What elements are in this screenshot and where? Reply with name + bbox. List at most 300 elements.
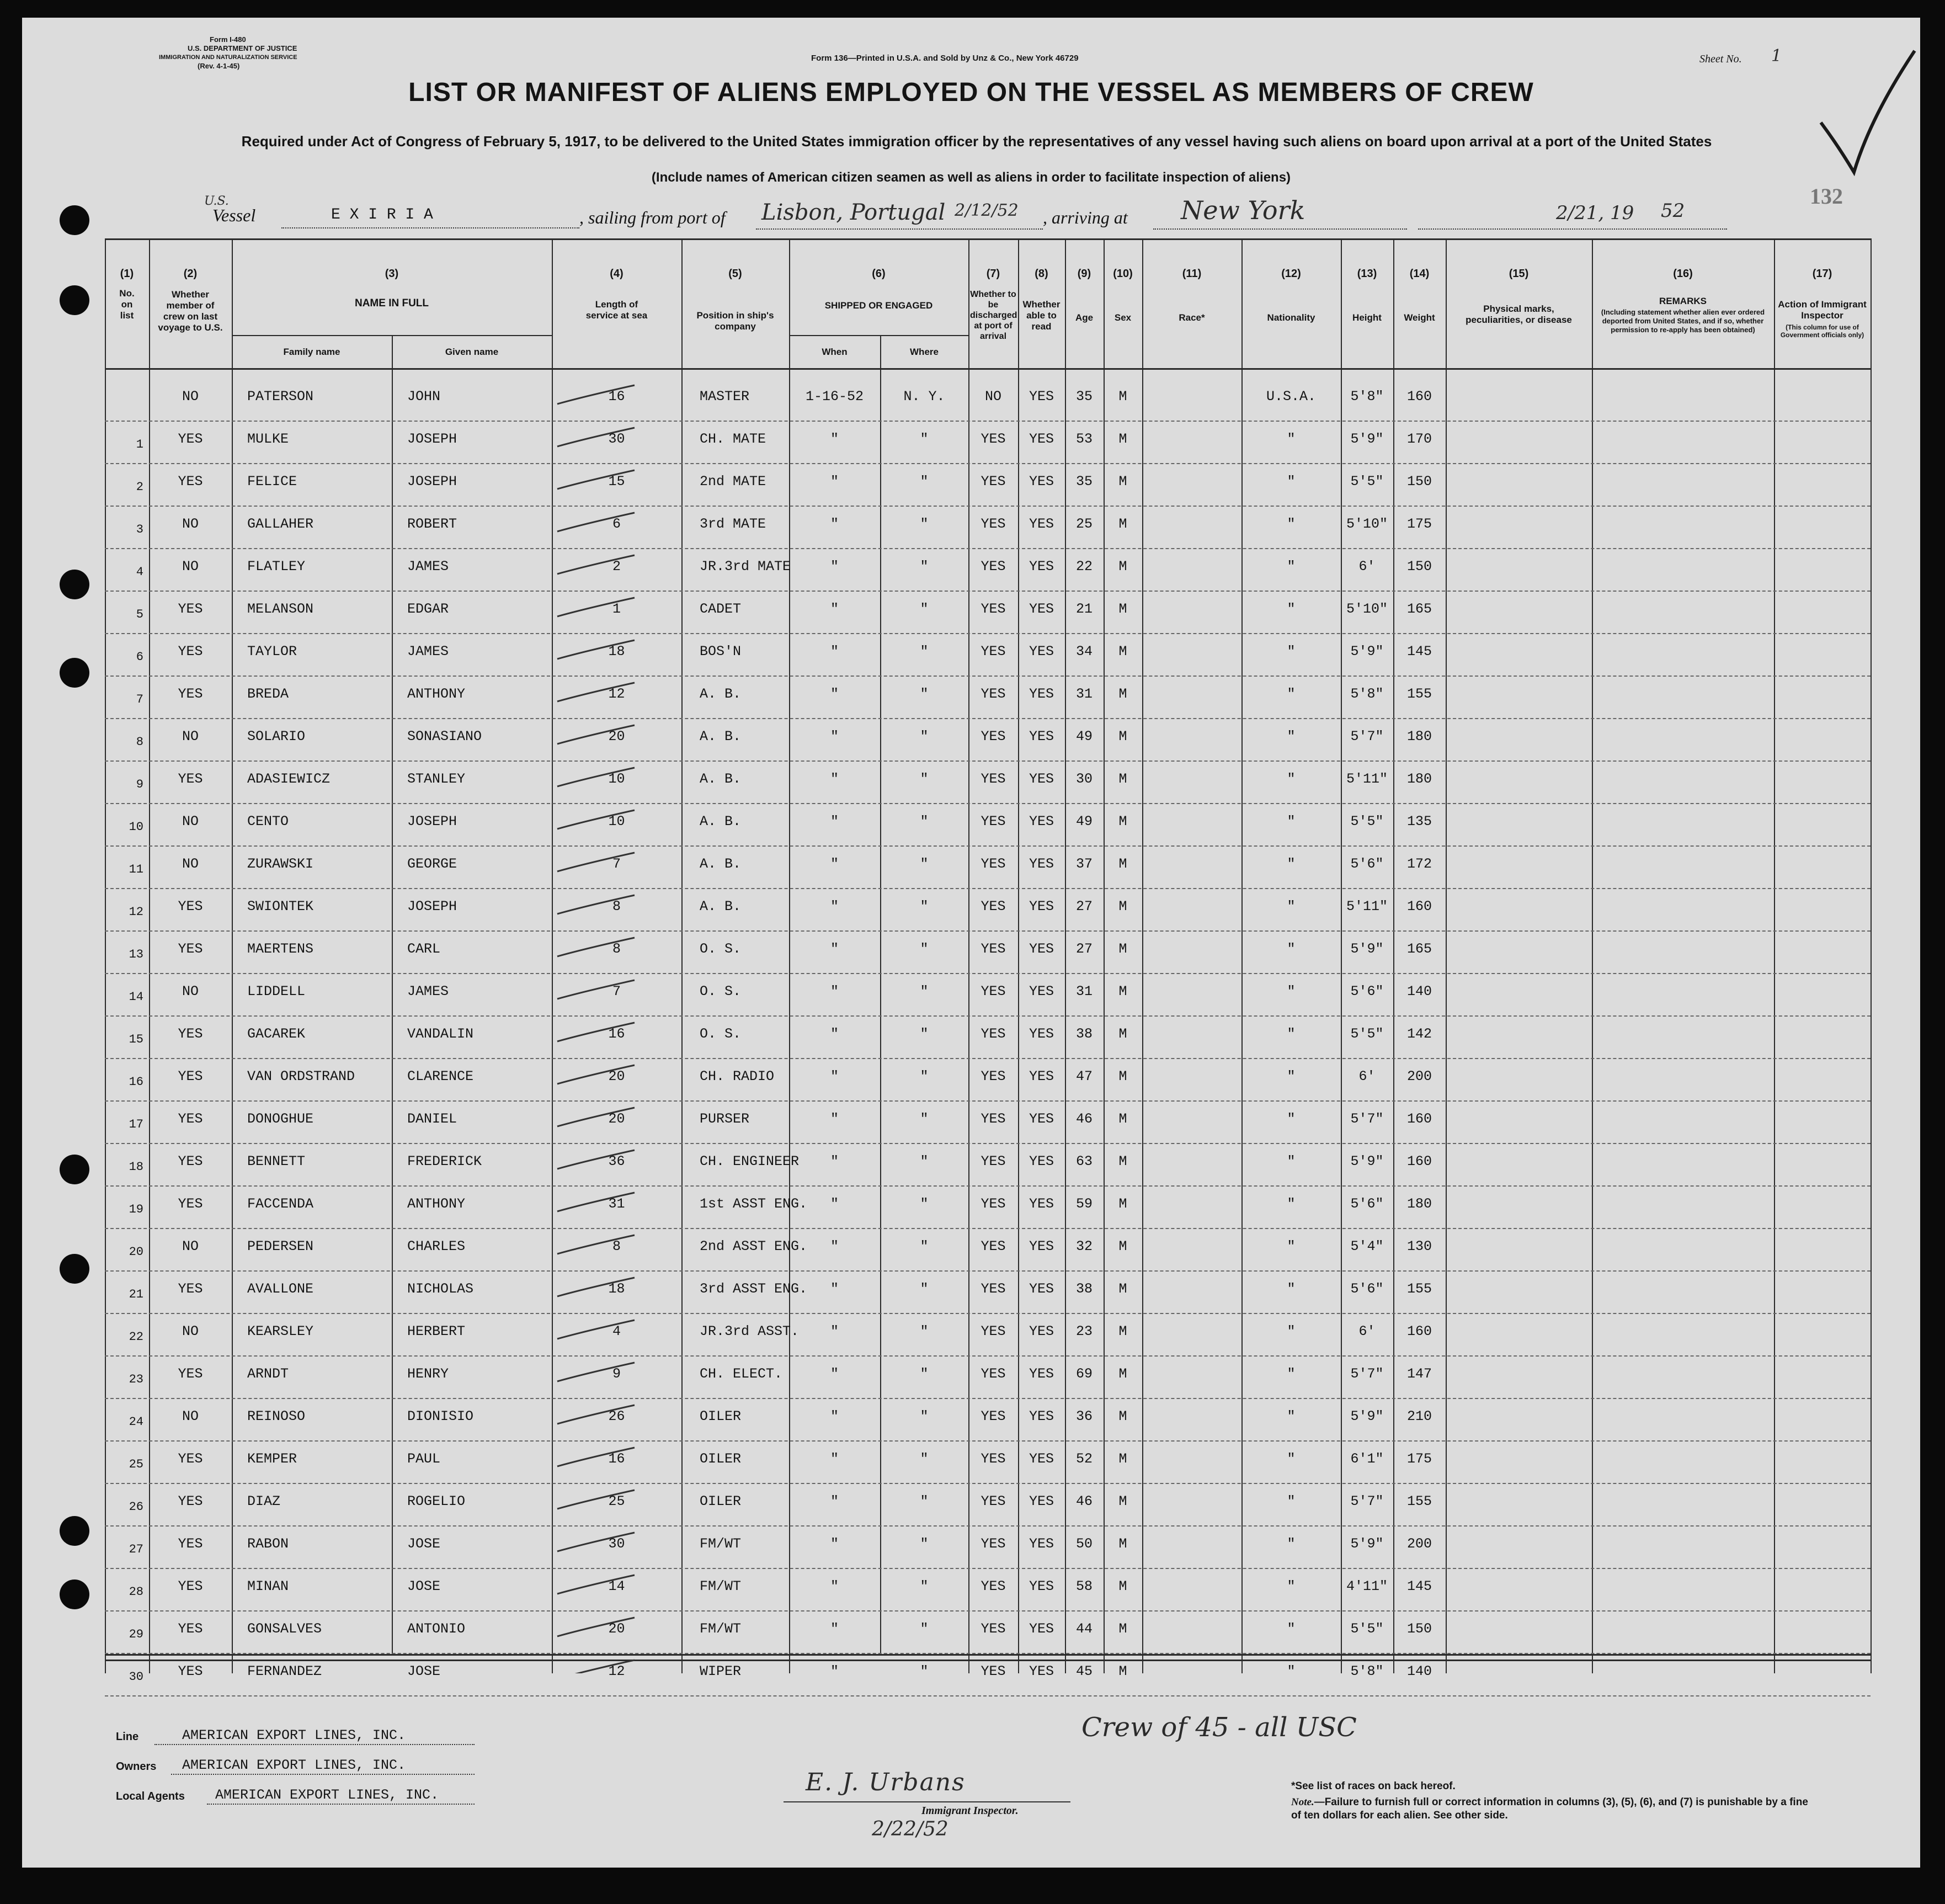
cell-age: 63 [1075, 1153, 1093, 1169]
vessel-label: Vessel [212, 205, 256, 225]
row-number: 29 [129, 1628, 143, 1641]
cell-age: 25 [1075, 516, 1093, 532]
cell-last: NO [182, 983, 199, 999]
cell-height: 5'5" [1350, 474, 1384, 490]
cell-sex: M [1118, 1238, 1127, 1254]
col17-number: (17) [1812, 268, 1832, 280]
cell-weight: 200 [1406, 1536, 1432, 1552]
col10-number: (10) [1113, 268, 1133, 280]
cell-sex: M [1118, 559, 1127, 575]
cell-where: " [920, 686, 929, 702]
penalty-note [1291, 1796, 1815, 1822]
cell-height: 5'9" [1350, 941, 1384, 957]
cell-when: " [830, 1026, 839, 1042]
cell-position: CH. ENGINEER [700, 1153, 800, 1169]
col-length-of-service: Length of service at sea [585, 299, 648, 321]
cell-service: 14 [608, 1578, 625, 1594]
cell-family: KEARSLEY [247, 1323, 314, 1339]
cell-when: " [830, 1068, 839, 1084]
col14-number: (14) [1409, 268, 1430, 280]
inspector-label: Immigrant Inspector. [921, 1805, 1019, 1817]
cell-position: CH. RADIO [700, 1068, 775, 1084]
row-number: 20 [129, 1245, 143, 1259]
cell-when: " [830, 1196, 839, 1212]
row-number: 6 [136, 650, 143, 664]
cell-age: 27 [1075, 898, 1093, 914]
cell-nationality: " [1287, 728, 1296, 744]
cell-sex: M [1118, 1621, 1127, 1637]
cell-last: NO [182, 813, 199, 829]
cell-where: N. Y. [903, 389, 945, 405]
arrival-year: 52 [1661, 200, 1685, 222]
cell-nationality: " [1287, 1536, 1296, 1552]
cell-last: YES [178, 1068, 203, 1084]
cell-weight: 180 [1406, 728, 1432, 744]
service-name: IMMIGRATION AND NATURALIZATION SERVICE [159, 54, 297, 61]
cell-nationality: " [1287, 1663, 1296, 1679]
cell-weight: 165 [1406, 941, 1432, 957]
col15-number: (15) [1509, 268, 1529, 280]
cell-position: OILER [700, 1493, 742, 1509]
row-number: 16 [129, 1075, 143, 1089]
cell-when: " [830, 1366, 839, 1382]
cell-given: JOSE [407, 1663, 441, 1679]
cell-where: " [920, 813, 929, 829]
tick-stroke [557, 640, 635, 659]
cell-sex: M [1118, 1578, 1127, 1594]
cell-position: FM/WT [700, 1621, 742, 1637]
cell-read: YES [1029, 941, 1054, 957]
tick-stroke [557, 1363, 635, 1381]
cell-weight: 147 [1406, 1366, 1432, 1382]
col13-number: (13) [1357, 268, 1377, 280]
tick-stroke [557, 428, 635, 446]
cell-discharged: YES [981, 601, 1006, 617]
cell-when: " [830, 686, 839, 702]
cell-when: " [830, 1408, 839, 1424]
arrival-date: 2/21, 19 [1556, 202, 1634, 224]
cell-nationality: " [1287, 1493, 1296, 1509]
tick-stroke [557, 938, 635, 956]
cell-service: 20 [608, 1621, 625, 1637]
cell-read: YES [1029, 474, 1054, 490]
cell-family: MINAN [247, 1578, 289, 1594]
tick-stroke [557, 683, 635, 701]
service-tick-marks [552, 238, 684, 1673]
cell-read: YES [1029, 516, 1054, 532]
cell-family: GONSALVES [247, 1621, 322, 1637]
cell-weight: 150 [1406, 559, 1432, 575]
cell-last: NO [182, 559, 199, 575]
tick-stroke [557, 513, 635, 531]
cell-sex: M [1118, 1663, 1127, 1679]
cell-position: WIPER [700, 1663, 742, 1679]
cell-read: YES [1029, 1663, 1054, 1679]
cell-discharged: YES [981, 686, 1006, 702]
col-no-on-list: No. on list [119, 288, 135, 321]
cell-family: BREDA [247, 686, 289, 702]
include-note: (Include names of American citizen seamen as well as aliens in order to facilitate inspection of aliens) [651, 170, 1291, 185]
row-number: 3 [136, 523, 143, 536]
inspector-signature: E. J. Urbans [806, 1768, 966, 1796]
cell-last: NO [182, 389, 199, 405]
cell-weight: 160 [1406, 389, 1432, 405]
col8-number: (8) [1035, 268, 1048, 280]
sheet-label: Sheet No. [1699, 53, 1742, 65]
cell-discharged: YES [981, 1323, 1006, 1339]
cell-nationality: " [1287, 1026, 1296, 1042]
cell-family: TAYLOR [247, 643, 297, 660]
cell-read: YES [1029, 728, 1054, 744]
cell-nationality: " [1287, 559, 1296, 575]
cell-family: FERNANDEZ [247, 1663, 322, 1679]
cell-family: ADASIEWICZ [247, 771, 331, 787]
cell-where: " [920, 1366, 929, 1382]
cell-weight: 142 [1406, 1026, 1432, 1042]
cell-position: A. B. [700, 898, 742, 914]
cell-service: 12 [608, 1663, 625, 1679]
col-nationality: Nationality [1267, 312, 1315, 323]
cell-height: 5'6" [1350, 1196, 1384, 1212]
cell-age: 49 [1075, 728, 1093, 744]
cell-read: YES [1029, 431, 1054, 447]
cell-read: YES [1029, 1408, 1054, 1424]
cell-when: " [830, 941, 839, 957]
cell-position: CH. MATE [700, 431, 766, 447]
cell-read: YES [1029, 1578, 1054, 1594]
cell-position: A. B. [700, 686, 742, 702]
cell-service: 16 [608, 1026, 625, 1042]
cell-service: 18 [608, 1281, 625, 1297]
cell-where: " [920, 1663, 929, 1679]
cell-when: " [830, 1663, 839, 1679]
cell-last: YES [178, 1111, 203, 1127]
cell-discharged: YES [981, 1111, 1006, 1127]
cell-sex: M [1118, 1451, 1127, 1467]
cell-service: 8 [612, 941, 621, 957]
cell-given: JOSEPH [407, 898, 457, 914]
port-of-departure: Lisbon, Portugal [761, 200, 946, 225]
cell-discharged: YES [981, 1408, 1006, 1424]
col16-number: (16) [1673, 268, 1693, 280]
punch-hole [60, 285, 89, 315]
cell-given: JAMES [407, 643, 449, 660]
col-age: Age [1075, 312, 1094, 323]
punch-hole [60, 658, 89, 688]
cell-where: " [920, 559, 929, 575]
cell-service: 8 [612, 898, 621, 914]
cell-age: 45 [1075, 1663, 1093, 1679]
cell-nationality: " [1287, 516, 1296, 532]
cell-read: YES [1029, 1493, 1054, 1509]
tick-stroke [557, 1150, 635, 1169]
cell-where: " [920, 898, 929, 914]
cell-discharged: YES [981, 1238, 1006, 1254]
cell-given: NICHOLAS [407, 1281, 474, 1297]
cell-discharged: YES [981, 941, 1006, 957]
cell-when: " [830, 728, 839, 744]
cell-sex: M [1118, 516, 1127, 532]
cell-age: 52 [1075, 1451, 1093, 1467]
row-number: 9 [136, 778, 143, 791]
form-revision: (Rev. 4-1-45) [198, 62, 240, 70]
cell-sex: M [1118, 1068, 1127, 1084]
cell-weight: 180 [1406, 1196, 1432, 1212]
cell-read: YES [1029, 1536, 1054, 1552]
cell-discharged: YES [981, 1493, 1006, 1509]
cell-discharged: YES [981, 1068, 1006, 1084]
cell-position: 3rd MATE [700, 516, 766, 532]
tick-stroke [557, 895, 635, 914]
cell-where: " [920, 1238, 929, 1254]
col-remarks: REMARKS [1659, 296, 1707, 306]
cell-sex: M [1118, 1536, 1127, 1552]
cell-service: 9 [612, 1366, 621, 1382]
col-race: Race* [1179, 312, 1205, 323]
row-number: 18 [129, 1160, 143, 1174]
cell-age: 36 [1075, 1408, 1093, 1424]
cell-family: MAERTENS [247, 941, 314, 957]
cell-weight: 160 [1406, 1153, 1432, 1169]
cell-last: NO [182, 856, 199, 872]
cell-last: YES [178, 643, 203, 660]
col1-number: (1) [120, 268, 134, 280]
cell-service: 12 [608, 686, 625, 702]
cell-family: FACCENDA [247, 1196, 314, 1212]
crew-count-note: Crew of 45 - all USC [1081, 1712, 1357, 1743]
cell-service: 20 [608, 728, 625, 744]
punch-hole [60, 1516, 89, 1546]
cell-when: " [830, 898, 839, 914]
cell-where: " [920, 1026, 929, 1042]
cell-when: " [830, 1153, 839, 1169]
cell-weight: 165 [1406, 601, 1432, 617]
cell-weight: 160 [1406, 1111, 1432, 1127]
cell-given: CLARENCE [407, 1068, 474, 1084]
cell-last: YES [178, 1578, 203, 1594]
row-number: 5 [136, 608, 143, 621]
cell-age: 27 [1075, 941, 1093, 957]
row-number: 26 [129, 1500, 143, 1514]
cell-family: KEMPER [247, 1451, 297, 1467]
cell-weight: 172 [1406, 856, 1432, 872]
cell-family: DIAZ [247, 1493, 281, 1509]
cell-age: 23 [1075, 1323, 1093, 1339]
tick-stroke [557, 980, 635, 999]
cell-height: 5'8" [1350, 389, 1384, 405]
cell-age: 31 [1075, 686, 1093, 702]
col-remarks-note: (Including statement whether alien ever ordered deported from United States, and if so, whether permission to re-apply has been obtained) [1601, 308, 1765, 334]
department: U.S. DEPARTMENT OF JUSTICE [188, 44, 297, 52]
cell-height: 5'5" [1350, 1621, 1384, 1637]
cell-where: " [920, 643, 929, 660]
cell-given: ANTHONY [407, 686, 466, 702]
cell-when: " [830, 1323, 839, 1339]
cell-when: " [830, 1536, 839, 1552]
tick-stroke [557, 810, 635, 829]
cell-age: 35 [1075, 389, 1093, 405]
cell-given: JOSEPH [407, 431, 457, 447]
cell-height: 5'4" [1350, 1238, 1384, 1254]
cell-where: " [920, 856, 929, 872]
cell-height: 5'7" [1350, 1493, 1384, 1509]
cell-family: REINOSO [247, 1408, 306, 1424]
col-shipped-engaged: SHIPPED OR ENGAGED [824, 300, 933, 311]
cell-where: " [920, 516, 929, 532]
cell-sex: M [1118, 1323, 1127, 1339]
cell-last: YES [178, 1536, 203, 1552]
col-inspector-note: (This column for use of Government officials only) [1780, 323, 1864, 339]
cell-where: " [920, 1153, 929, 1169]
vessel-prefix: U.S. [204, 194, 229, 208]
cell-nationality: " [1287, 1238, 1296, 1254]
cell-last: NO [182, 728, 199, 744]
cell-weight: 155 [1406, 686, 1432, 702]
punch-hole [60, 1254, 89, 1284]
cell-service: 30 [608, 431, 625, 447]
cell-weight: 145 [1406, 643, 1432, 660]
cell-sex: M [1118, 686, 1127, 702]
cell-service: 8 [612, 1238, 621, 1254]
cell-age: 38 [1075, 1281, 1093, 1297]
cell-position: 2nd ASST ENG. [700, 1238, 808, 1254]
row-number: 11 [129, 863, 143, 876]
cell-given: STANLEY [407, 771, 466, 787]
cell-when: " [830, 601, 839, 617]
cell-position: FM/WT [700, 1578, 742, 1594]
cell-sex: M [1118, 389, 1127, 405]
col-able-to-read: Whether able to read [1022, 299, 1061, 332]
cell-service: 10 [608, 771, 625, 787]
cell-sex: M [1118, 474, 1127, 490]
cell-sex: M [1118, 431, 1127, 447]
col5-number: (5) [728, 268, 742, 280]
cell-where: " [920, 1068, 929, 1084]
cell-family: MELANSON [247, 601, 314, 617]
cell-height: 6' [1358, 1068, 1376, 1084]
cell-when: " [830, 1493, 839, 1509]
row-number: 15 [129, 1033, 143, 1046]
cell-nationality: " [1287, 686, 1296, 702]
cell-position: CADET [700, 601, 742, 617]
cell-discharged: YES [981, 1536, 1006, 1552]
cell-given: ANTHONY [407, 1196, 466, 1212]
col11-number: (11) [1182, 268, 1202, 280]
cell-height: 5'10" [1346, 601, 1388, 617]
cell-family: SOLARIO [247, 728, 306, 744]
cell-age: 37 [1075, 856, 1093, 872]
cell-age: 47 [1075, 1068, 1093, 1084]
row-number: 1 [136, 438, 143, 451]
cell-family: VAN ORDSTRAND [247, 1068, 355, 1084]
cell-weight: 145 [1406, 1578, 1432, 1594]
cell-weight: 160 [1406, 898, 1432, 914]
row-number: 25 [129, 1458, 143, 1471]
cell-height: 5'7" [1350, 1366, 1384, 1382]
cell-weight: 140 [1406, 1663, 1432, 1679]
cell-nationality: " [1287, 1111, 1296, 1127]
cell-sex: M [1118, 1281, 1127, 1297]
tick-stroke [557, 853, 635, 871]
tick-stroke [557, 1320, 635, 1339]
cell-family: FELICE [247, 474, 297, 490]
row-number: 7 [136, 693, 143, 706]
cell-given: CARL [407, 941, 441, 957]
col-family-name: Family name [283, 347, 340, 357]
cell-service: 30 [608, 1536, 625, 1552]
cell-age: 49 [1075, 813, 1093, 829]
vessel-name: E X I R I A [331, 206, 433, 224]
sailing-date: 2/12/52 [955, 201, 1019, 220]
cell-service: 7 [612, 856, 621, 872]
cell-discharged: YES [981, 1663, 1006, 1679]
cell-read: YES [1029, 1366, 1054, 1382]
cell-discharged: YES [981, 1281, 1006, 1297]
cell-given: JOSEPH [407, 474, 457, 490]
cell-position: OILER [700, 1408, 742, 1424]
cell-discharged: NO [984, 389, 1001, 405]
cell-sex: M [1118, 771, 1127, 787]
sailing-label: , sailing from port of [579, 208, 726, 227]
cell-sex: M [1118, 1408, 1127, 1424]
cell-nationality: " [1287, 431, 1296, 447]
cell-where: " [920, 983, 929, 999]
arriving-label: , arriving at [1043, 208, 1128, 227]
cell-age: 44 [1075, 1621, 1093, 1637]
cell-age: 30 [1075, 771, 1093, 787]
form-number: Form I-480 [210, 35, 246, 44]
cell-height: 5'8" [1350, 1663, 1384, 1679]
cell-service: 7 [612, 983, 621, 999]
cell-read: YES [1029, 1238, 1054, 1254]
cell-read: YES [1029, 1281, 1054, 1297]
cell-read: YES [1029, 686, 1054, 702]
cell-nationality: " [1287, 771, 1296, 787]
cell-where: " [920, 1111, 929, 1127]
cell-service: 20 [608, 1111, 625, 1127]
cell-service: 16 [608, 1451, 625, 1467]
cell-where: " [920, 1578, 929, 1594]
cell-where: " [920, 1196, 929, 1212]
col-position: Position in ship's company [696, 310, 774, 332]
cell-service: 16 [608, 389, 625, 405]
cell-service: 15 [608, 474, 625, 490]
tick-stroke [557, 725, 635, 744]
cell-given: JAMES [407, 983, 449, 999]
cell-last: YES [178, 1366, 203, 1382]
cell-discharged: YES [981, 1451, 1006, 1467]
cell-last: NO [182, 1408, 199, 1424]
cell-discharged: YES [981, 813, 1006, 829]
cell-last: YES [178, 1493, 203, 1509]
tick-stroke [557, 1405, 635, 1424]
cell-family: PEDERSEN [247, 1238, 314, 1254]
cell-position: A. B. [700, 771, 742, 787]
tick-stroke [557, 598, 635, 616]
row-number: 2 [136, 480, 143, 494]
cell-where: " [920, 728, 929, 744]
cell-when: " [830, 431, 839, 447]
cell-height: 5'9" [1350, 1153, 1384, 1169]
printer-line: Form 136—Printed in U.S.A. and Sold by Unz & Co., New York 46729 [811, 54, 1079, 63]
cell-height: 5'9" [1350, 1408, 1384, 1424]
cell-discharged: YES [981, 728, 1006, 744]
cell-when: " [830, 983, 839, 999]
col-discharged: Whether to be discharged at port of arrival [970, 290, 1017, 341]
cell-last: YES [178, 1663, 203, 1679]
cell-age: 59 [1075, 1196, 1093, 1212]
cell-height: 5'6" [1350, 856, 1384, 872]
